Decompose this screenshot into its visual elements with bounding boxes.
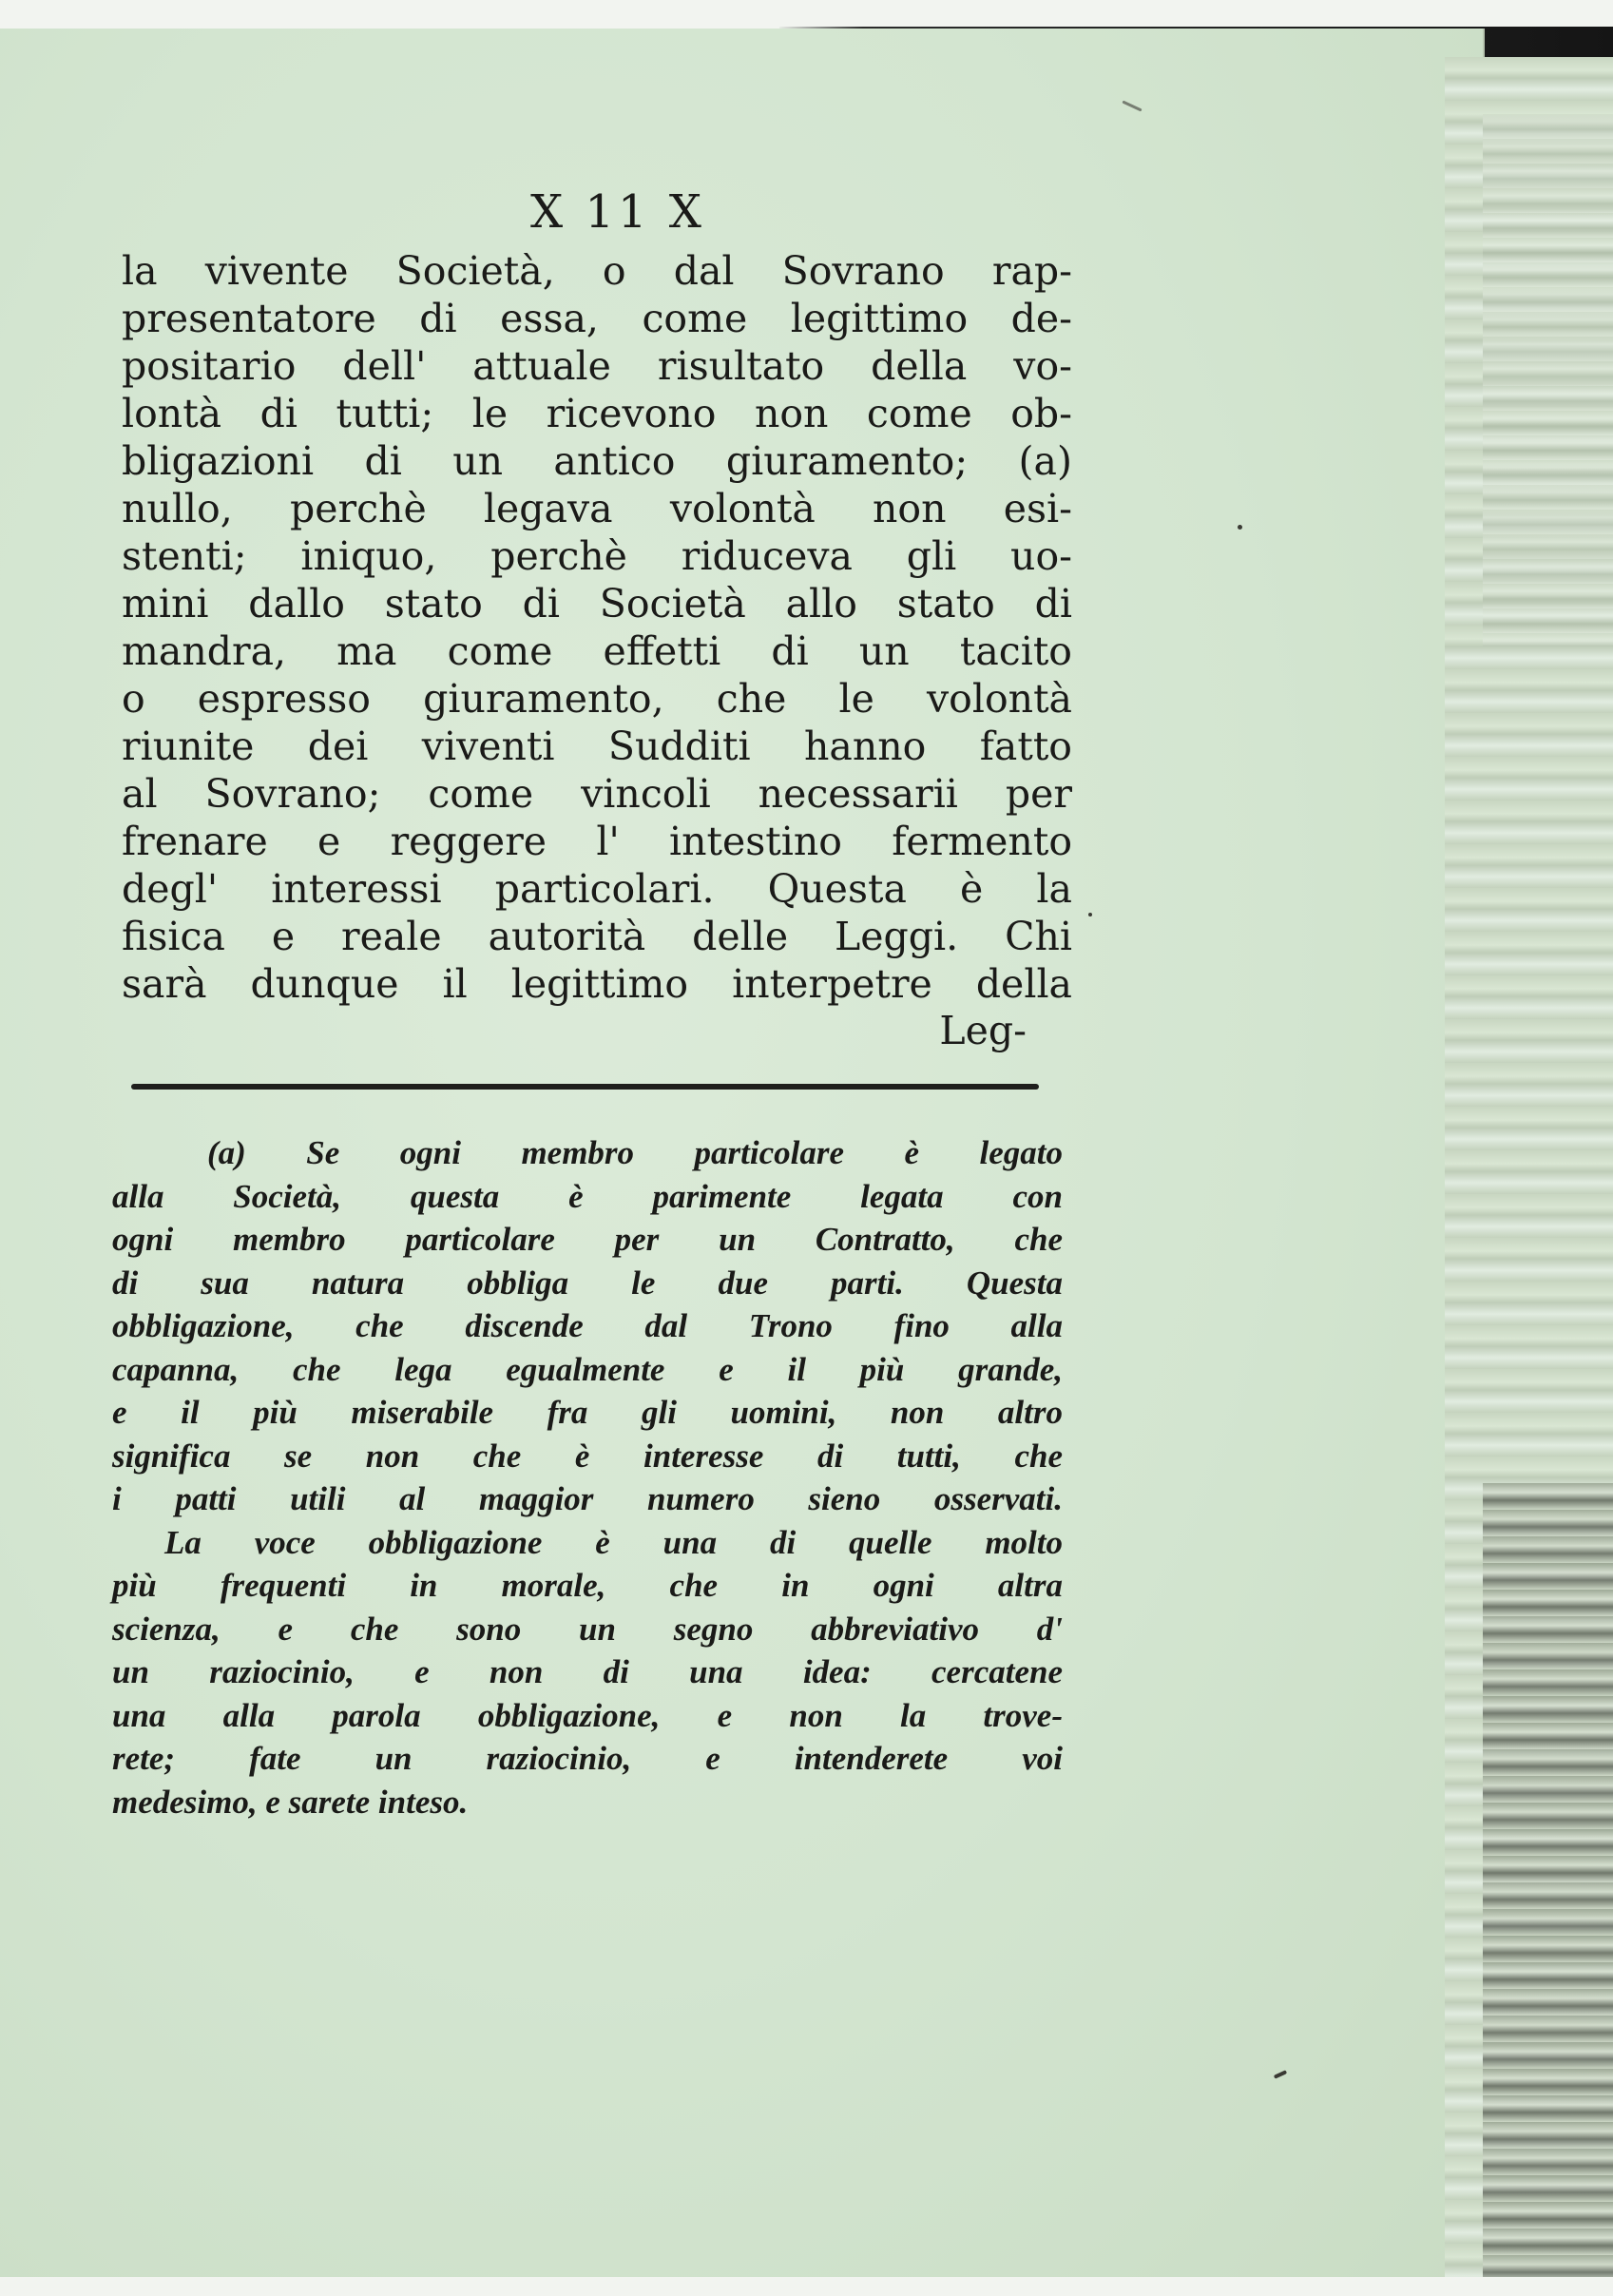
footnote-line: (a) Se ogni membro particolare è legato [207,1134,1063,1171]
footnote-line: medesimo, e sarete inteso. [112,1783,469,1821]
body-line: presentatore di essa, come legittimo de- [122,296,1072,341]
body-line: riunite dei viventi Sudditi hanno fatto [122,724,1072,769]
footnote-line: e il più miserabile fra gli uomini, non altro [112,1394,1063,1431]
body-line: stenti; iniquo, perchè riduceva gli uo- [122,533,1072,579]
footnote-text [112,1131,1063,1823]
paper-speck [1238,525,1242,530]
footnote-line: rete; fate un raziocinio, e intenderete voi [112,1740,1063,1777]
footnote-line: di sua natura obbliga le due parti. Questa [112,1264,1063,1302]
footnote-line: scienza, e che sono un segno abbreviativo d' [112,1610,1063,1648]
footnote-line: una alla parola obbligazione, e non la trove- [112,1696,1063,1734]
bottom-margin [0,2277,1613,2296]
body-line: mandra, ma come effetti di un tacito [122,628,1072,674]
footnote-line: ogni membro particolare per un Contratto, che [112,1221,1063,1258]
page-edge-lower [1483,1483,1613,2282]
body-line: al Sovrano; come vincoli necessarii per [122,771,1072,817]
footnote-line: i patti utili al maggior numero sieno osservati. [112,1480,1063,1517]
body-line: lontà di tutti; le ricevono non come ob- [122,391,1072,436]
page-edge-upper [1483,114,1613,646]
body-line: frenare e reggere l' intestino fermento [122,819,1072,864]
body-line: degl' interessi particolari. Questa è la [122,866,1072,912]
catchword: Leg- [939,1008,1027,1053]
body-line: mini dallo stato di Società allo stato di [122,581,1072,627]
page-number-header: X 11 X [530,185,705,239]
footnote-separator-rule [131,1084,1039,1090]
footnote-line: un raziocinio, e non di una idea: cercatene [112,1653,1063,1690]
paper-speck [1088,913,1092,916]
body-line: o espresso giuramento, che le volontà [122,676,1072,722]
top-margin [0,0,1613,29]
footnote-line: significa se non che è interesse di tutti, che [112,1437,1063,1475]
footnote-line: capanna, che lega egualmente e il più grande, [112,1350,1063,1388]
body-line: sarà dunque il legittimo interpetre della [122,961,1072,1007]
main-body-text [122,247,1072,1008]
body-line: fisica e reale autorità delle Leggi. Chi [122,914,1072,959]
body-line: nullo, perchè legava volontà non esi- [122,486,1072,531]
body-line: positario dell' attuale risultato della vo- [122,343,1072,389]
footnote-line: La voce obbligazione è una di quelle molto [164,1523,1063,1561]
footnote-line: obbligazione, che discende dal Trono fino alla [112,1307,1063,1344]
body-line: la vivente Società, o dal Sovrano rap- [122,248,1072,294]
footnote-line: alla Società, questa è parimente legata con [112,1177,1063,1215]
footnote-line: più frequenti in morale, che in ogni altra [112,1567,1063,1604]
body-line: bligazioni di un antico giuramento; (a) [122,438,1072,484]
